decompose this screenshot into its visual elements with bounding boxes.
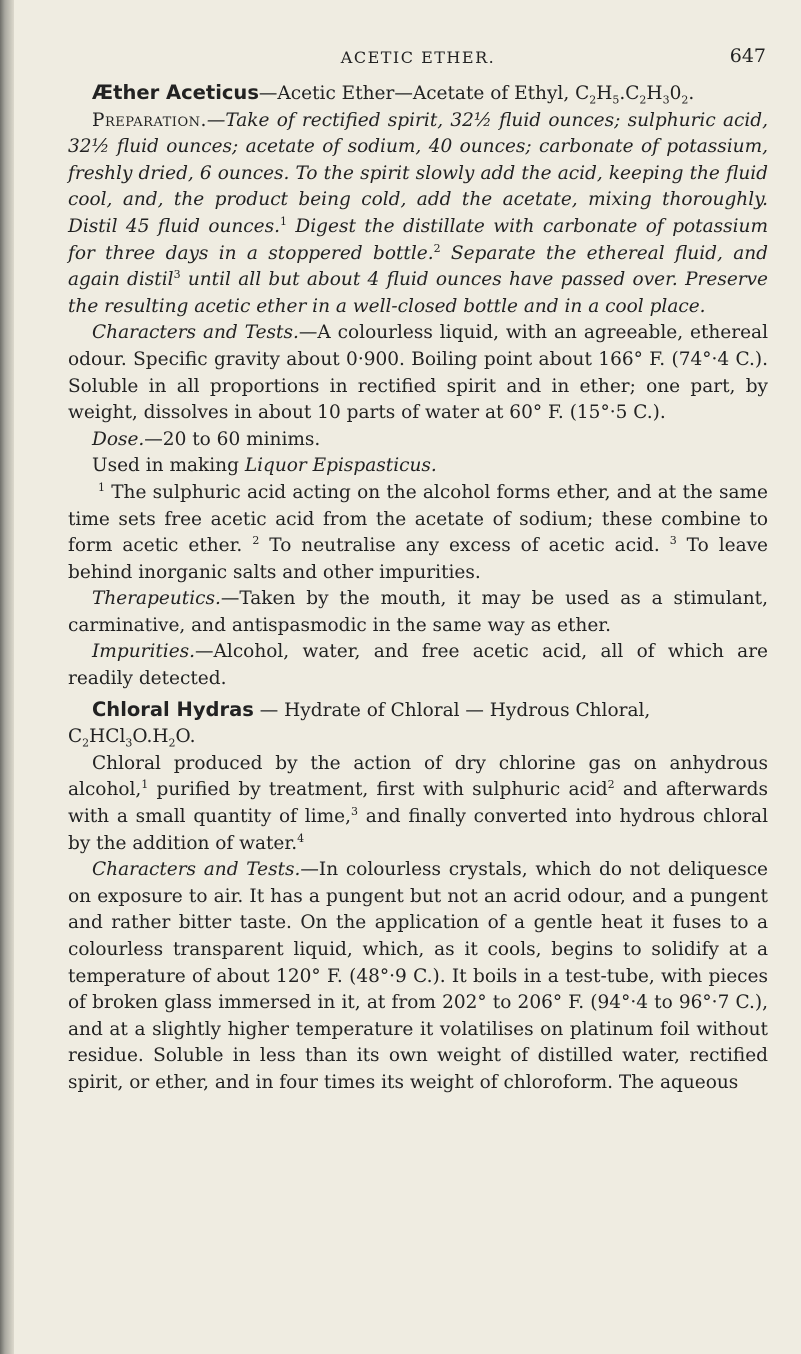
chloral-heading: Chloral Hydras: [92, 697, 254, 721]
page-header: [68, 28, 768, 68]
chloral-production: Chloral produced by the action of dry chlorine gas on anhydrous alcohol,$^1$ purified by treatment, first with sulphuric acid$^2$ and afterwards with a small quantity of lime,$^3$ and finally converted into hydrous chloral by the addition of water.$^4$: [68, 752, 769, 854]
preparation-label: Preparation.: [92, 109, 207, 131]
aether-characters: Characters and Tests.—A colourless liquid, with an agreeable, ethereal odour. Specific gravity about 0·900. Boiling point about 166° F. (74°·4 C.). Soluble in all proportions in rectified spirit and in ether; one part, by weight, dissolves in about 10 parts of water at 60° F. (15°·5 C.).: [68, 322, 768, 424]
aether-used-in: Used in making Liquor Epispasticus.: [92, 455, 437, 477]
aether-dose: Dose.—20 to 60 minims.: [92, 428, 321, 450]
aether-therapeutics: Therapeutics.—Taken by the mouth, it may be used as a stimulant, carminative, and antispasmodic in the same way as ether.: [68, 588, 768, 636]
chloral-characters: Characters and Tests.—In colourless crystals, which do not deliquesce on exposure to air. It has a pungent but not an acrid odour, and a pungent and rather bitter taste. On the application of a gentle heat it fuses to a colourless transparent liquid, which, as it cools, begins to solidify at a temperature of about 120° F. (48°·9 C.). It boils in a test-tube, with pieces of broken glass immersed in it, at from 202° to 206° F. (94°·4 to 96°·7 C.), and at a slightly higher temperature it volatilises on platinum foil without residue. Soluble in less than its own weight of distilled water, rectified spirit, or ether, and in four times its weight of chloroform. The aqueous: [68, 859, 768, 1093]
aether-heading: Æther Aceticus: [92, 81, 259, 104]
chloral-heading-paragraph: Chloral Hydras — Hydrate of Chloral — Hydrous Chloral, $C_2HCl_3O.H_2O$.: [68, 697, 651, 750]
aether-preparation: Preparation.—Take of rectified spirit, 32½ fluid ounces; sulphuric acid, 32½ fluid ounces; acetate of sodium, 40 ounces; carbonate of potassium, freshly dried, 6 ounces. To the spirit slowly add the acid, keeping the fluid cool, and, the product being cold, add the acetate, mixing thoroughly. Distil 45 fluid ounces.$^1$ Digest the distillate with carbonate of potassium for three days in a stoppered bottle.$^2$ Separate the ethereal fluid, and again distil$^3$ until all but about 4 fluid ounces have passed over. Preserve the resulting acetic ether in a well-closed bottle and in a cool place.: [68, 109, 769, 317]
aether-footnotes: $^1$ The sulphuric acid acting on the alcohol forms ether, and at the same time sets free acetic acid from the acetate of sodium; these combine to form acetic ether. $^2$ To neutralise any excess of acetic acid. $^3$ To leave behind inorganic salts and other impurities.: [68, 480, 768, 583]
characters-label: Characters and Tests.: [92, 322, 299, 344]
running-title: ACETIC ETHER.: [340, 48, 496, 67]
book-page: [68, 28, 768, 1097]
aether-impurities: Impurities.—Alcohol, water, and free acetic acid, all of which are readily detected.: [68, 641, 768, 690]
aether-heading-paragraph: Æther Aceticus—Acetic Ether—Acetate of Ethyl, $C_2H_5.C_2H_30_2$.: [92, 81, 695, 107]
page-number: 647: [729, 45, 766, 67]
page-edge-shadow: [0, 0, 14, 1354]
aether-synonyms: —Acetic Ether—Acetate of Ethyl, C: [258, 83, 590, 104]
chloral-synonyms: — Hydrate of Chloral — Hydrous Chloral,: [253, 699, 651, 721]
